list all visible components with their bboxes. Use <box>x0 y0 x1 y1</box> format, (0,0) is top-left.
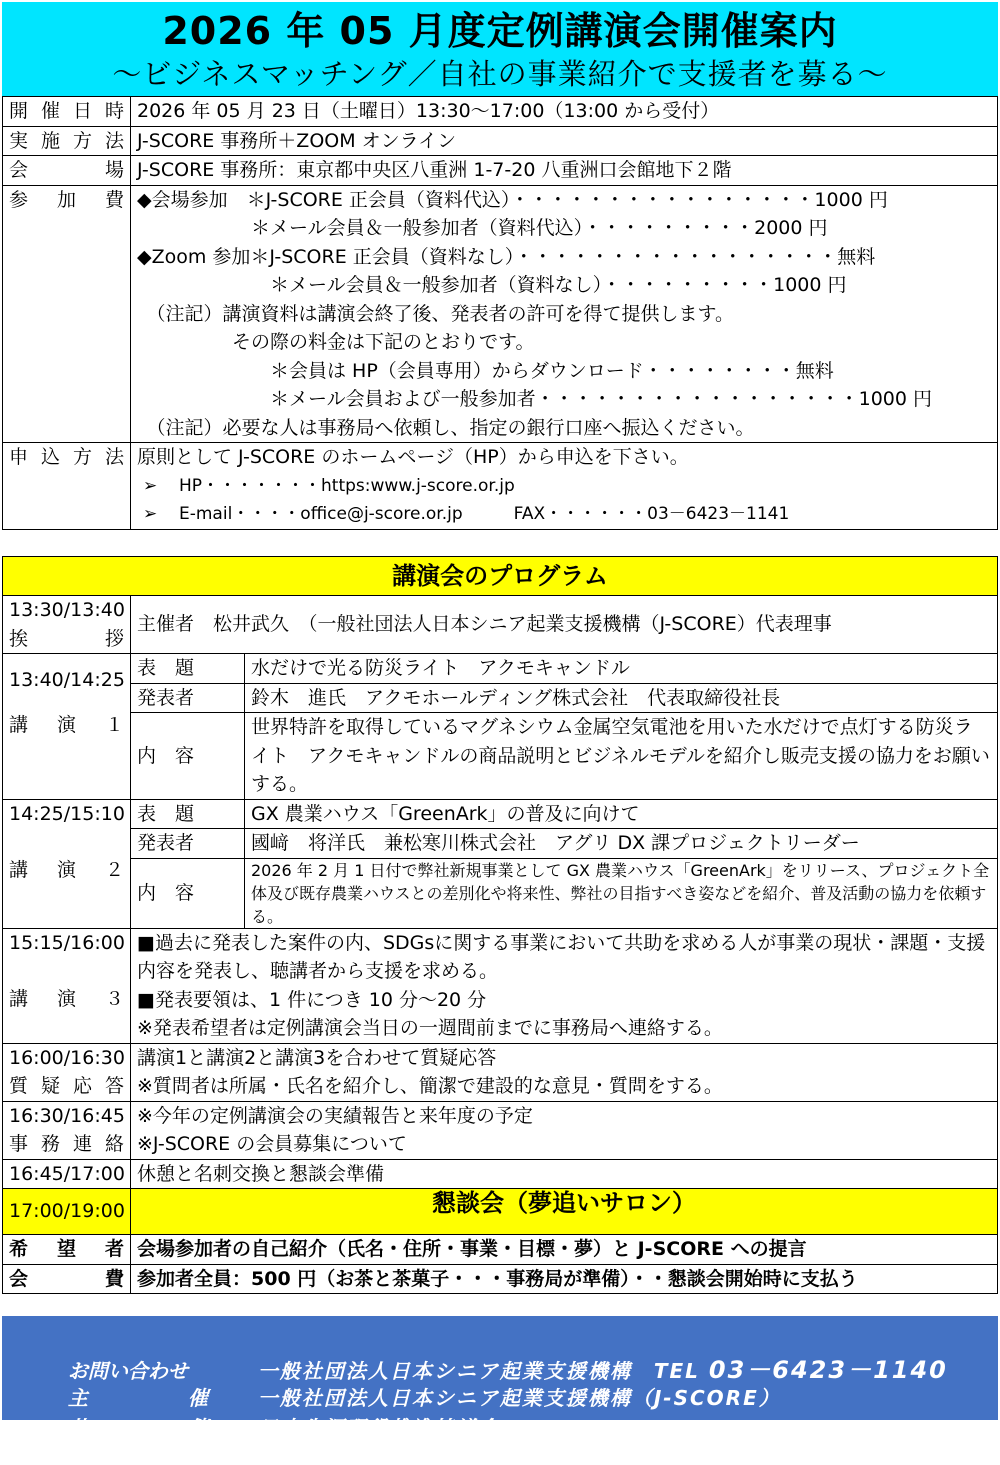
fee-note: その際の料金は下記のとおりです。 <box>137 331 535 353</box>
admin-details <box>131 1101 998 1159</box>
talk2-cell <box>3 799 131 928</box>
talk3-line: ■発表要領は、1 件につき 10 分～20 分 <box>137 988 487 1011</box>
fee-line: ＊メール会員および一般参加者・・・・・・・・・・・・・・・・・1000 円 <box>137 388 933 410</box>
session-label: 講 演 １ <box>9 713 124 736</box>
arrow-bullet-icon: ➢ <box>143 475 158 496</box>
arrow-bullet-icon: ➢ <box>143 504 158 524</box>
session-label: 講 演 ２ <box>9 859 124 881</box>
session-label: 挨 拶 <box>9 627 124 650</box>
sub-label-content: 内 容 <box>131 858 245 928</box>
session-label: 事務連絡 <box>9 1133 124 1155</box>
qa-cell <box>3 1043 131 1101</box>
event-info-table <box>2 96 998 530</box>
fee-label: 参 加 費 <box>3 185 131 443</box>
apply-hp-row <box>137 472 991 501</box>
program-table <box>2 556 998 1294</box>
qa-details <box>131 1043 998 1101</box>
footer-contact-tel: 03－6423－1140 <box>708 1356 948 1384</box>
fee-details <box>131 185 998 443</box>
fee-line: ＊会員は HP（会員専用）からダウンロード・・・・・・・・無料 <box>137 359 834 382</box>
fee-line: ＊メール会員＆一般参加者（資料代込）・・・・・・・・・2000 円 <box>137 217 828 239</box>
apply-label: 申込方法 <box>3 443 131 530</box>
fee-note: （注記）講演資料は講演会終了後、発表者の許可を得て提供します。 <box>137 302 734 325</box>
date-label: 開催日時 <box>3 97 131 127</box>
sub-label-title: 表 題 <box>131 654 245 684</box>
time-slot: 14:25/15:10 <box>9 802 125 825</box>
page-title: 2026 年 05 月度定例講演会開催案内 <box>162 9 838 53</box>
qa-line: 講演1と講演2と講演3を合わせて質疑応答 <box>137 1046 497 1069</box>
date-value: 2026 年 05 月 23 日（土曜日）13:30～17:00（13:00 から受付） <box>131 97 998 127</box>
footer-cohost-text: 日本生涯現役推進協議会 <box>257 1416 500 1440</box>
time-slot: 16:30/16:45 <box>9 1104 125 1127</box>
talk2-title: GX 農業ハウス「GreenArk」の普及に向けて <box>245 799 998 829</box>
greeting-text: 主催者 松井武久 （一般社団法人日本シニア起業支援機構（J-SCORE）代表理事 <box>131 596 998 654</box>
admin-line: ※J-SCORE の会員募集について <box>137 1133 407 1155</box>
sub-label-presenter: 発表者 <box>131 683 245 713</box>
fee-line: ＊メール会員＆一般参加者（資料なし）・・・・・・・・・1000 円 <box>137 274 847 296</box>
apply-mail-row <box>137 500 991 529</box>
apply-line: 原則として J-SCORE のホームページ（HP）から申込を下さい。 <box>137 446 689 468</box>
sub-label-title: 表 題 <box>131 799 245 829</box>
talk1-content: 世界特許を取得しているマグネシウム金属空気電池を用いた水だけで点灯する防災ライト アクモキャンドルの商品説明とビジネルモデルを紹介し販売支援の協力をお願いする。 <box>245 713 998 800</box>
footer-label: 主 催 <box>67 1386 208 1410</box>
time-slot: 15:15/16:00 <box>9 931 125 954</box>
footer-contact-text: 一般社団法人日本シニア起業支援機構 TEL <box>257 1359 709 1383</box>
apply-details <box>131 443 998 530</box>
member-fee-label: 会 費 <box>3 1264 131 1294</box>
admin-line: ※今年の定例講演会の実績報告と来年度の予定 <box>137 1104 533 1127</box>
greeting-cell <box>3 596 131 654</box>
method-value: J-SCORE 事務所＋ZOOM オンライン <box>131 126 998 156</box>
sub-label-content: 内 容 <box>131 713 245 800</box>
program-heading: 講演会のプログラム <box>3 557 998 596</box>
talk1-cell <box>3 654 131 800</box>
footer-contact <box>2 1316 998 1440</box>
talk2-content: 2026 年 2 月 1 日付で弊社新規事業として GX 農業ハウス「GreenArk」をリリース、プロジェクト全体及び既存農業ハウスとの差別化や将来性、弊社の目指すべき姿などを紹介、普及活動の協力を依頼する。 <box>245 858 998 928</box>
fee-note: （注記）必要な人は事務局へ依頼し、指定の銀行口座へ振込ください。 <box>137 416 755 439</box>
konshin-time: 17:00/19:00 <box>3 1189 131 1235</box>
talk1-presenter: 鈴木 進氏 アクモホールディング株式会社 代表取締役社長 <box>245 683 998 713</box>
talk2-presenter: 國﨑 将洋氏 兼松寒川株式会社 アグリ DX 課プロジェクトリーダー <box>245 829 998 859</box>
apply-mail-link[interactable]: E-mail・・・・office@j-score.or.jp FAX・・・・・・03－6423－1141 <box>179 504 790 524</box>
footer-host-text: 一般社団法人日本シニア起業支援機構（J-SCORE） <box>257 1386 781 1410</box>
time-slot: 13:40/14:25 <box>9 669 125 691</box>
session-label: 質疑応答 <box>9 1075 124 1097</box>
sub-label-presenter: 発表者 <box>131 829 245 859</box>
venue-label: 会 場 <box>3 156 131 186</box>
talk3-details <box>131 928 998 1043</box>
fee-line: ◆Zoom 参加＊J-SCORE 正会員（資料なし）・・・・・・・・・・・・・・・・・無料 <box>137 245 876 268</box>
konshin-title: 懇談会（夢追いサロン） <box>131 1189 998 1235</box>
wish-label: 希 望 者 <box>3 1235 131 1265</box>
break-text: 休憩と名刺交換と懇談会準備 <box>131 1159 998 1189</box>
time-slot: 13:30/13:40 <box>9 599 125 621</box>
footer-label: お問い合わせ <box>67 1359 188 1383</box>
member-fee-text: 参加者全員：500 円（お茶と茶菓子・・・事務局が準備）・・懇談会開始時に支払う <box>131 1264 998 1294</box>
wish-text: 会場参加者の自己紹介（氏名・住所・事業・目標・夢）と J-SCORE への提言 <box>131 1235 998 1265</box>
talk3-line: ※発表希望者は定例講演会当日の一週間前までに事務局へ連絡する。 <box>137 1017 723 1039</box>
talk3-cell <box>3 928 131 1043</box>
time-slot: 16:00/16:30 <box>9 1046 125 1069</box>
header-banner <box>2 2 998 96</box>
qa-line: ※質問者は所属・氏名を紹介し、簡潔で建設的な意見・質問をする。 <box>137 1075 723 1097</box>
footer-label: 共 催 <box>67 1416 208 1440</box>
session-label: 講 演 ３ <box>9 988 124 1010</box>
break-time: 16:45/17:00 <box>3 1159 131 1189</box>
page-subtitle: ～ビジネスマッチング／自社の事業紹介で支援者を募る～ <box>112 57 888 91</box>
talk1-title: 水だけで光る防災ライト アクモキャンドル <box>245 654 998 684</box>
venue-value: J-SCORE 事務所：東京都中央区八重洲 1-7-20 八重洲口会館地下２階 <box>131 156 998 186</box>
apply-hp-link[interactable]: HP・・・・・・・https:www.j-score.or.jp <box>179 475 515 496</box>
talk3-line: ■過去に発表した案件の内、SDGsに関する事業において共助を求める人が事業の現状・課題・支援内容を発表し、聴講者から支援を求める。 <box>137 931 986 982</box>
method-label: 実施方法 <box>3 126 131 156</box>
admin-cell <box>3 1101 131 1159</box>
fee-line: ◆会場参加 ＊J-SCORE 正会員（資料代込）・・・・・・・・・・・・・・・・1000 円 <box>137 188 888 211</box>
